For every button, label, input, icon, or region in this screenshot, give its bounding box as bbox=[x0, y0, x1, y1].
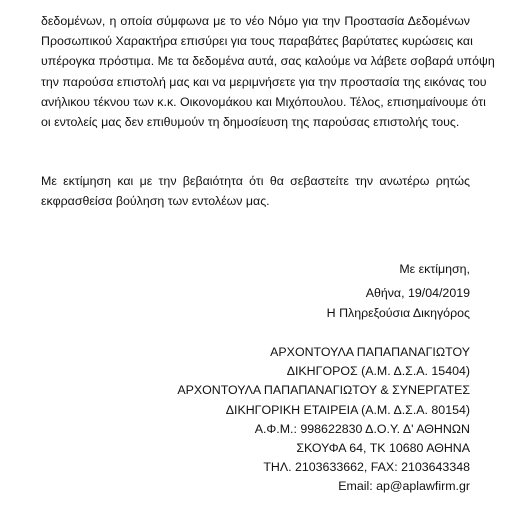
signatory-name: ΑΡΧΟΝΤΟΥΛΑ ΠΑΠΑΠΑΝΑΓΙΩΤΟΥ bbox=[270, 345, 470, 359]
paragraph-line: δεδομένων, η οποία σύμφωνα με το νέο Νόμο για την Προστασία Δεδομένων bbox=[41, 14, 470, 28]
signatory-title: ΔΙΚΗΓΟΡΟΣ (Α.Μ. Δ.Σ.Α. 15404) bbox=[286, 364, 470, 379]
paragraph-line: Με εκτίμηση και με την βεβαιότητα ότι θα σεβαστείτε την ανωτέρω ρητώς bbox=[41, 174, 470, 188]
salutation-text: Με εκτίμηση, bbox=[399, 262, 470, 276]
firm-email bbox=[177, 477, 470, 496]
place-date: Αθήνα, 19/04/2019 bbox=[365, 286, 470, 300]
paragraph-line: Προσωπικού Χαρακτήρα επισύρει για τους παραβάτες βαρύτατες κυρώσεις και bbox=[41, 34, 473, 49]
firm-phone-fax: ΤΗΛ. 2103633662, FAX: 2103643348 bbox=[263, 460, 470, 475]
firm-type: ΔΙΚΗΓΟΡΙΚΗ ΕΤΑΙΡΕΙΑ (Α.Μ. Δ.Σ.Α. 80154) bbox=[225, 402, 470, 417]
tax-id: Α.Φ.Μ.: 998622830 Δ.Ο.Υ. Δ' ΑΘΗΝΩΝ bbox=[254, 421, 470, 436]
date-block bbox=[327, 283, 470, 323]
paragraph-line: υπέρογκα πρόστιμα. Με τα δεδομένα αυτά, σας καλούμε να λάβετε σοβαρά υπόψη bbox=[41, 54, 495, 69]
paragraph-line: εκφρασθείσα βούληση των εντολέων μας. bbox=[41, 194, 270, 209]
paragraph-line: ανήλικου τέκνου των κ.κ. Οικονομάκου και Μιχόπουλου. Τέλος, επισημαίνουμε ότι bbox=[41, 94, 486, 109]
body-paragraph-2 bbox=[41, 171, 470, 211]
closing-salutation bbox=[399, 260, 470, 280]
firm-name: ΑΡΧΟΝΤΟΥΛΑ ΠΑΠΑΠΑΝΑΓΙΩΤΟΥ & ΣΥΝΕΡΓΑΤΕΣ bbox=[177, 383, 470, 398]
body-paragraph-1 bbox=[41, 11, 495, 132]
email-link[interactable]: Email: ap@aplawfirm.gr bbox=[338, 479, 470, 494]
signatory-role: Η Πληρεξούσια Δικηγόρος bbox=[326, 306, 470, 320]
firm-address: ΣΚΟΥΦΑ 64, ΤΚ 10680 ΑΘΗΝΑ bbox=[296, 441, 470, 456]
signature-block bbox=[177, 343, 470, 497]
paragraph-line: την παρούσα επιστολή μας και να μεριμνήσετε για την προστασία της εικόνας του bbox=[41, 74, 487, 89]
paragraph-line: οι εντολείς μας δεν επιθυμούν τη δημοσίευση της παρούσας επιστολής τους. bbox=[41, 115, 460, 130]
